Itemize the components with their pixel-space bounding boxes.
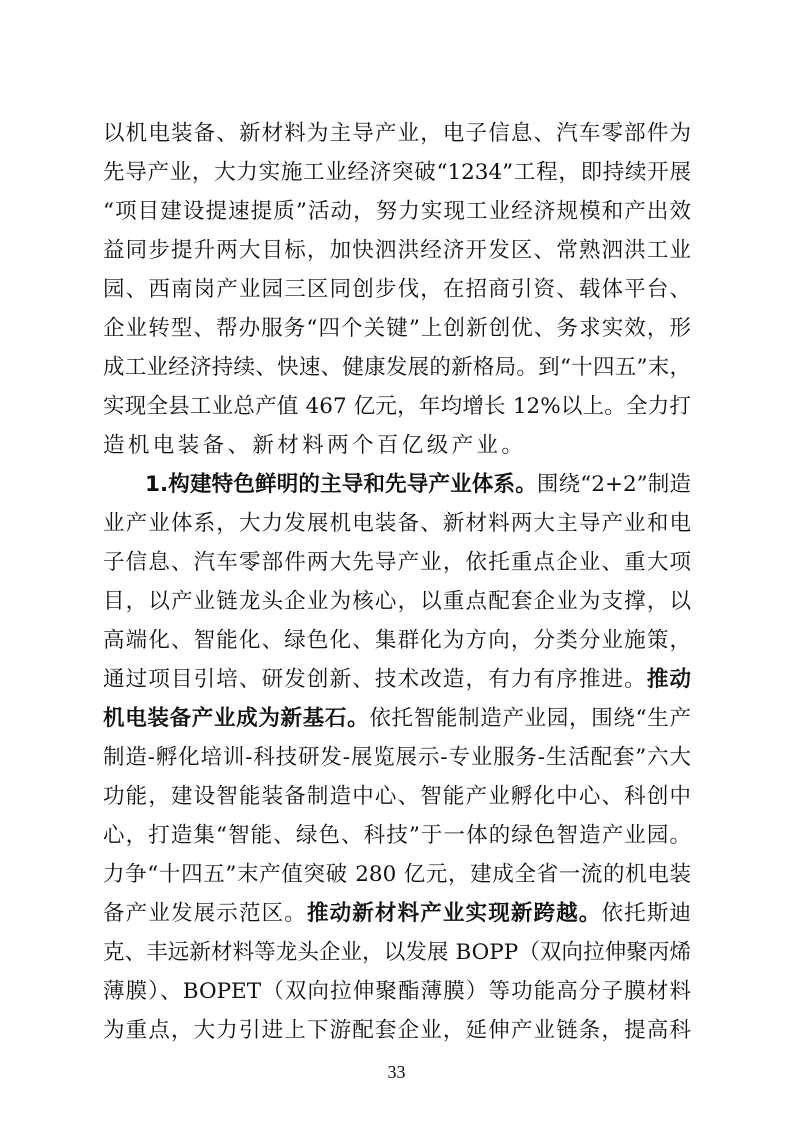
paragraph-1-line-7: 成工业经济持续、快速、健康发展的新格局。到“十四五”末，	[103, 355, 691, 380]
paragraph-2-line-7	[103, 703, 691, 735]
paragraph-1-line-8: 实现全县工业总产值 467 亿元，年均增长 12%以上。全力打	[103, 394, 691, 419]
paragraph-2-line-1	[145, 469, 691, 501]
page-number: 33	[387, 1062, 406, 1082]
paragraph-1-line-6: 企业转型、帮办服务“四个关键”上创新创优、务求实效，形	[103, 316, 691, 341]
paragraph-1-line-4: 益同步提升两大目标，加快泗洪经济开发区、常熟泗洪工业	[103, 238, 691, 263]
paragraph-1-line-1: 以机电装备、新材料为主导产业，电子信息、汽车零部件为	[103, 121, 691, 146]
paragraph-2-line-9: 功能，建设智能装备制造中心、智能产业孵化中心、科创中	[103, 784, 691, 809]
paragraph-2-line-12-tail: 依托斯迪	[601, 901, 691, 926]
paragraph-2-line-1-text: 围绕“2+2”制造	[536, 472, 691, 497]
paragraph-2-line-5: 高端化、智能化、绿色化、集群化为方向，分类分业施策，	[103, 628, 691, 653]
paragraph-1-line-3: “项目建设提速提质”活动，努力实现工业经济规模和产出效	[103, 199, 691, 224]
paragraph-2-line-15: 为重点，大力引进上下游配套企业，延伸产业链条，提高科	[103, 1018, 691, 1043]
paragraph-2-line-14: 薄膜）、BOPET（双向拉伸聚酯薄膜）等功能高分子膜材料	[103, 979, 691, 1004]
paragraph-2-line-12-text: 备产业发展示范区。	[103, 901, 307, 926]
paragraph-2-line-3: 子信息、汽车零部件两大先导产业，依托重点企业、重大项	[103, 550, 691, 575]
paragraph-2-line-8: 制造-孵化培训-科技研发-展览展示-专业服务-生活配套”六大	[103, 745, 691, 770]
paragraph-2-line-4: 目，以产业链龙头企业为核心，以重点配套企业为支撑，以	[103, 589, 691, 614]
paragraph-2-line-11: 力争“十四五”末产值突破 280 亿元，建成全省一流的机电装	[103, 862, 691, 887]
section-heading: 1.构建特色鲜明的主导和先导产业体系。	[145, 472, 537, 497]
emphasis-text: 推动新材料产业实现新跨越。	[306, 901, 602, 926]
paragraph-2-line-2: 业产业体系，大力发展机电装备、新材料两大主导产业和电	[103, 511, 691, 536]
emphasis-text: 机电装备产业成为新基石。	[103, 706, 370, 731]
paragraph-2-line-6-text: 通过项目引培、研发创新、技术改造，有力有序推进。	[103, 667, 647, 692]
paragraph-2-line-10: 心，打造集“智能、绿色、科技”于一体的绿色智造产业园。	[103, 823, 691, 848]
paragraph-2-line-7-text: 依托智能制造产业园，围绕“生产	[369, 706, 691, 731]
paragraph-2-line-12	[103, 898, 691, 930]
paragraph-1-line-5: 园、西南岗产业园三区同创步伐，在招商引资、载体平台、	[103, 277, 691, 302]
paragraph-2-line-13: 克、丰远新材料等龙头企业，以发展 BOPP（双向拉伸聚丙烯	[103, 940, 691, 965]
paragraph-1-line-9: 造机电装备、新材料两个百亿级产业。	[103, 433, 527, 458]
paragraph-2-line-6	[103, 664, 691, 696]
emphasis-text: 推动	[646, 667, 691, 692]
paragraph-1-line-2: 先导产业，大力实施工业经济突破“1234”工程，即持续开展	[103, 160, 691, 185]
